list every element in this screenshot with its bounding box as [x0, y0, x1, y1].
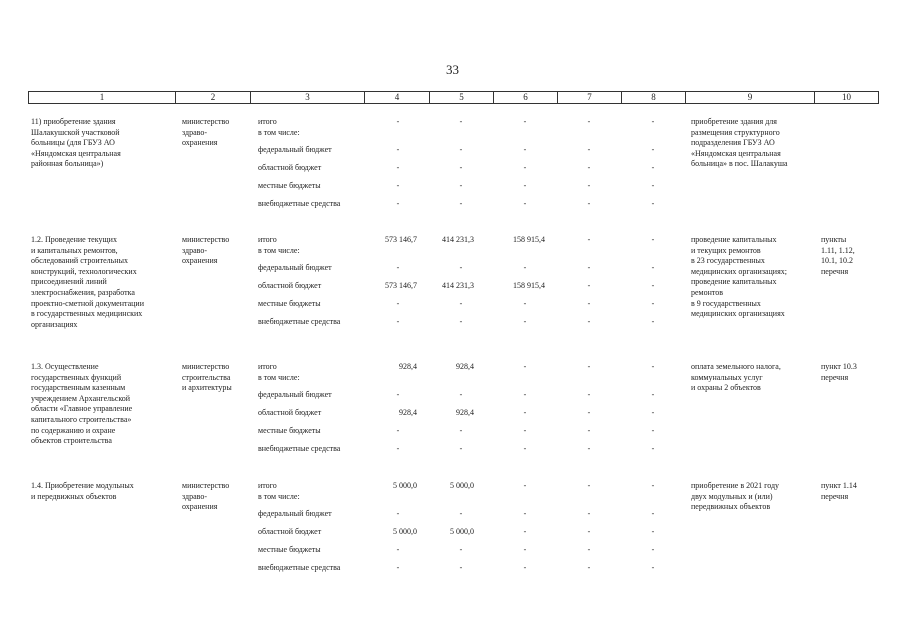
funding-source: областной бюджет: [258, 408, 322, 417]
row-name-line: районная больница»): [31, 159, 104, 169]
column-header-row: [28, 91, 879, 104]
row-name-line: 11) приобретение здания: [31, 117, 116, 126]
value-cell: -: [651, 299, 655, 308]
value-cell: -: [523, 317, 527, 326]
value-cell: -: [651, 181, 655, 190]
funding-source: внебюджетные средства: [258, 199, 341, 208]
row-executor-line: охранения: [182, 502, 218, 512]
value-cell: -: [523, 545, 527, 554]
value-cell: -: [459, 145, 463, 154]
result-line: проведение капитальных: [691, 235, 777, 244]
value-cell: -: [651, 509, 655, 518]
value-cell: 928,4: [399, 362, 417, 371]
value-cell: -: [396, 163, 400, 172]
value-cell: -: [523, 163, 527, 172]
value-cell: 158 915,4: [513, 235, 545, 244]
result-line: и текущих ремонтов: [691, 245, 761, 255]
value-cell: -: [459, 317, 463, 326]
value-cell: -: [459, 263, 463, 272]
value-cell: -: [459, 444, 463, 453]
row-name-line: проектно-сметной документации: [31, 298, 144, 308]
column-number: 7: [558, 92, 622, 104]
row-executor-line: министерство: [182, 235, 230, 244]
row-name-line: присоединений линий: [31, 277, 107, 287]
row-executor-line: министерство: [182, 117, 230, 126]
row-executor-line: здраво-: [182, 491, 208, 501]
value-cell: -: [651, 390, 655, 399]
value-cell: -: [587, 117, 591, 126]
value-cell: -: [587, 444, 591, 453]
funding-source: областной бюджет: [258, 163, 322, 172]
value-cell: -: [523, 390, 527, 399]
value-cell: -: [651, 408, 655, 417]
value-cell: -: [523, 563, 527, 572]
funding-source: местные бюджеты: [258, 299, 321, 308]
value-cell: -: [587, 317, 591, 326]
value-cell: -: [651, 235, 655, 244]
value-cell: -: [523, 527, 527, 536]
funding-subtitle: в том числе:: [258, 372, 300, 382]
value-cell: -: [396, 199, 400, 208]
value-cell: -: [459, 117, 463, 126]
funding-source: внебюджетные средства: [258, 563, 341, 572]
value-cell: -: [587, 362, 591, 371]
value-cell: -: [396, 299, 400, 308]
value-cell: -: [587, 235, 591, 244]
funding-source: федеральный бюджет: [258, 145, 332, 154]
result-line: в 9 государственных: [691, 298, 761, 308]
value-cell: -: [587, 199, 591, 208]
column-number: 6: [494, 92, 558, 104]
value-cell: -: [587, 426, 591, 435]
reference-line: пункт 1.14: [821, 481, 857, 490]
column-number: 10: [815, 92, 879, 104]
result-line: подразделения ГБУЗ АО: [691, 138, 775, 148]
value-cell: -: [651, 481, 655, 490]
value-cell: 573 146,7: [385, 281, 417, 290]
funding-source: внебюджетные средства: [258, 317, 341, 326]
funding-source: областной бюджет: [258, 527, 322, 536]
value-cell: -: [396, 181, 400, 190]
value-cell: -: [587, 509, 591, 518]
result-line: передвижных объектов: [691, 502, 771, 512]
result-line: приобретение в 2021 году: [691, 481, 780, 490]
column-number: 9: [686, 92, 815, 104]
result-line: ремонтов: [691, 288, 724, 297]
value-cell: -: [459, 163, 463, 172]
funding-source: внебюджетные средства: [258, 444, 341, 453]
value-cell: -: [523, 145, 527, 154]
reference-line: 10.1, 10.2: [821, 256, 853, 266]
column-number: 8: [622, 92, 686, 104]
result-line: коммунальных услуг: [691, 372, 763, 382]
value-cell: -: [651, 444, 655, 453]
funding-source: итого: [258, 362, 277, 371]
value-cell: -: [459, 199, 463, 208]
value-cell: -: [396, 545, 400, 554]
column-number: 1: [29, 92, 176, 104]
row-executor-line: министерство: [182, 362, 230, 371]
row-name-line: 1.4. Приобретение модульных: [31, 481, 134, 490]
row-name-line: государственным казенным: [31, 383, 126, 393]
value-cell: -: [459, 390, 463, 399]
row-executor-line: и архитектуры: [182, 383, 232, 393]
value-cell: -: [651, 362, 655, 371]
row-name-line: Шалакушской участковой: [31, 127, 120, 137]
row-name-line: учреждением Архангельской: [31, 393, 131, 403]
reference-line: 1.11, 1.12,: [821, 245, 855, 255]
funding-source: местные бюджеты: [258, 181, 321, 190]
value-cell: -: [523, 408, 527, 417]
value-cell: -: [523, 481, 527, 490]
page-number: 33: [446, 62, 459, 77]
funding-source: федеральный бюджет: [258, 509, 332, 518]
value-cell: -: [651, 527, 655, 536]
reference-line: перечня: [821, 266, 849, 276]
row-name-line: капитального строительства»: [31, 415, 132, 424]
funding-source: местные бюджеты: [258, 426, 321, 435]
value-cell: -: [396, 563, 400, 572]
result-line: больница» в пос. Шалакуша: [691, 159, 788, 169]
value-cell: -: [651, 281, 655, 290]
row-executor-line: охранения: [182, 138, 218, 148]
value-cell: 414 231,3: [442, 235, 474, 244]
value-cell: -: [651, 426, 655, 435]
funding-subtitle: в том числе:: [258, 245, 300, 255]
value-cell: -: [396, 317, 400, 326]
reference-line: перечня: [821, 372, 849, 382]
reference-line: перечня: [821, 491, 849, 501]
value-cell: -: [587, 281, 591, 290]
value-cell: 158 915,4: [513, 281, 545, 290]
row-name-line: больницы (для ГБУЗ АО: [31, 138, 115, 148]
column-number: 2: [176, 92, 251, 104]
value-cell: -: [587, 527, 591, 536]
value-cell: -: [396, 426, 400, 435]
value-cell: -: [587, 390, 591, 399]
value-cell: -: [587, 181, 591, 190]
row-name-line: обследований строительных: [31, 256, 128, 266]
row-name-line: «Няндомская центральная: [31, 148, 121, 158]
row-name-line: и передвижных объектов: [31, 491, 117, 501]
funding-subtitle: в том числе:: [258, 127, 300, 137]
value-cell: -: [523, 263, 527, 272]
funding-subtitle: в том числе:: [258, 491, 300, 501]
row-executor-line: министерство: [182, 481, 230, 490]
value-cell: -: [587, 163, 591, 172]
result-line: проведение капитальных: [691, 277, 777, 287]
value-cell: -: [523, 426, 527, 435]
value-cell: 928,4: [399, 408, 417, 417]
funding-source: итого: [258, 117, 277, 126]
value-cell: -: [459, 509, 463, 518]
row-executor-line: здраво-: [182, 245, 208, 255]
value-cell: -: [396, 509, 400, 518]
value-cell: -: [651, 117, 655, 126]
funding-source: федеральный бюджет: [258, 263, 332, 272]
row-name-line: области «Главное управление: [31, 404, 133, 414]
value-cell: -: [523, 509, 527, 518]
funding-source: итого: [258, 235, 277, 244]
value-cell: -: [396, 390, 400, 399]
reference-line: пункт 10.3: [821, 362, 857, 371]
row-name-line: государственных функций: [31, 372, 122, 382]
value-cell: -: [523, 181, 527, 190]
value-cell: 573 146,7: [385, 235, 417, 244]
value-cell: -: [651, 163, 655, 172]
result-line: медицинских организациях;: [691, 266, 787, 276]
value-cell: -: [523, 199, 527, 208]
result-line: оплата земельного налога,: [691, 362, 781, 371]
value-cell: 5 000,0: [393, 481, 417, 490]
result-line: медицинских организациях: [691, 309, 785, 319]
value-cell: -: [523, 117, 527, 126]
column-number: 4: [365, 92, 430, 104]
row-name-line: объектов строительства: [31, 436, 112, 446]
value-cell: -: [459, 181, 463, 190]
value-cell: -: [523, 444, 527, 453]
value-cell: 5 000,0: [450, 527, 474, 536]
result-line: «Няндомская центральная: [691, 148, 781, 158]
value-cell: -: [587, 481, 591, 490]
row-name-line: в государственных медицинских: [31, 309, 143, 319]
row-executor-line: строительства: [182, 372, 231, 382]
value-cell: -: [651, 263, 655, 272]
column-number: 5: [430, 92, 494, 104]
row-name-line: конструкций, технологических: [31, 266, 137, 276]
value-cell: 414 231,3: [442, 281, 474, 290]
row-name-line: электроснабжения, разработка: [31, 288, 135, 297]
value-cell: -: [396, 263, 400, 272]
result-line: двух модульных и (или): [691, 491, 773, 501]
value-cell: -: [587, 545, 591, 554]
value-cell: -: [459, 563, 463, 572]
value-cell: -: [459, 426, 463, 435]
row-name-line: 1.3. Осуществление: [31, 362, 99, 371]
funding-source: федеральный бюджет: [258, 390, 332, 399]
row-executor-line: охранения: [182, 256, 218, 266]
value-cell: -: [587, 145, 591, 154]
result-line: приобретение здания для: [691, 117, 777, 126]
value-cell: -: [651, 545, 655, 554]
row-name-line: организациях: [31, 319, 78, 329]
value-cell: -: [587, 263, 591, 272]
value-cell: -: [396, 145, 400, 154]
value-cell: -: [396, 444, 400, 453]
funding-source: итого: [258, 481, 277, 490]
value-cell: -: [651, 199, 655, 208]
value-cell: -: [651, 317, 655, 326]
result-line: в 23 государственных: [691, 256, 765, 266]
value-cell: 928,4: [456, 408, 474, 417]
row-name-line: по содержанию и охране: [31, 425, 116, 435]
value-cell: -: [587, 299, 591, 308]
reference-line: пункты: [821, 235, 847, 244]
funding-source: местные бюджеты: [258, 545, 321, 554]
value-cell: -: [396, 117, 400, 126]
value-cell: -: [523, 362, 527, 371]
row-name-line: и капитальных ремонтов,: [31, 245, 118, 255]
row-executor-line: здраво-: [182, 127, 208, 137]
value-cell: 5 000,0: [393, 527, 417, 536]
column-number: 3: [251, 92, 365, 104]
value-cell: 928,4: [456, 362, 474, 371]
value-cell: -: [587, 563, 591, 572]
row-name-line: 1.2. Проведение текущих: [31, 235, 117, 244]
result-line: размещения структурного: [691, 127, 780, 137]
result-line: и охраны 2 объектов: [691, 383, 761, 393]
value-cell: -: [651, 563, 655, 572]
value-cell: -: [587, 408, 591, 417]
funding-source: областной бюджет: [258, 281, 322, 290]
value-cell: -: [459, 299, 463, 308]
value-cell: -: [459, 545, 463, 554]
value-cell: -: [523, 299, 527, 308]
value-cell: -: [651, 145, 655, 154]
value-cell: 5 000,0: [450, 481, 474, 490]
